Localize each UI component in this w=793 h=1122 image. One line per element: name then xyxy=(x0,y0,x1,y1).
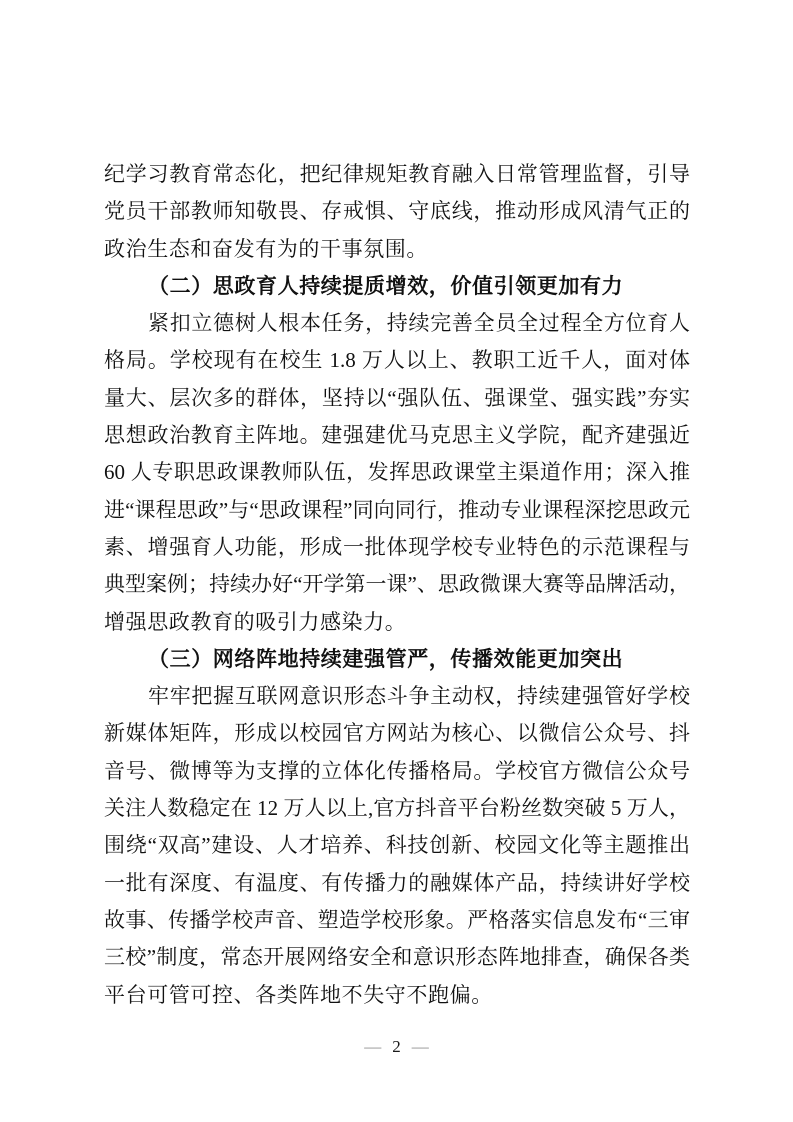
footer-dash-right: — xyxy=(411,1037,429,1056)
body-line: 紧扣立德树人根本任务，持续完善全员全过程全方位育人 xyxy=(148,311,690,336)
body-line: 进“课程思政”与“思政课程”同向同行，推动专业课程深挖思政元 xyxy=(104,497,690,522)
heading-line: （三）网络阵地持续建强管严，传播效能更加突出 xyxy=(148,646,624,671)
body-line: 党员干部教师知敬畏、存戒惧、守底线，推动形成风清气正的 xyxy=(104,199,690,224)
footer-dash-left: — xyxy=(364,1037,382,1056)
page-number: 2 xyxy=(392,1037,401,1056)
body-line: 关注人数稳定在 12 万人以上,官方抖音平台粉丝数突破 5 万人， xyxy=(104,796,690,821)
body-line: 平台可管可控、各类阵地不失守不跑偏。 xyxy=(104,982,493,1007)
body-line: 政治生态和奋发有为的干事氛围。 xyxy=(104,236,428,261)
body-line: 格局。学校现有在校生 1.8 万人以上、教职工近千人，面对体 xyxy=(104,348,690,373)
body-line: 音号、微博等为支撑的立体化传播格局。学校官方微信公众号 xyxy=(104,758,690,783)
body-line: 牢牢把握互联网意识形态斗争主动权，持续建强管好学校 xyxy=(148,684,690,709)
body-line: 围绕“双高”建设、人才培养、科技创新、校园文化等主题推出 xyxy=(104,833,690,858)
heading-line: （二）思政育人持续提质增效，价值引领更加有力 xyxy=(148,273,624,298)
body-line: 素、增强育人功能，形成一批体现学校专业特色的示范课程与 xyxy=(104,534,690,559)
body-line: 思想政治教育主阵地。建强建优马克思主义学院，配齐建强近 xyxy=(104,423,690,448)
body-line: 新媒体矩阵，形成以校园官方网站为核心、以微信公众号、抖 xyxy=(104,721,690,746)
page-number-footer xyxy=(0,1036,793,1058)
body-line: 60 人专职思政课教师队伍，发挥思政课堂主渠道作用；深入推 xyxy=(104,460,690,485)
body-line: 典型案例；持续办好“开学第一课”、思政微课大赛等品牌活动， xyxy=(104,572,690,597)
body-line: 量大、层次多的群体，坚持以“强队伍、强课堂、强实践”夯实 xyxy=(104,385,690,410)
body-line: 一批有深度、有温度、有传播力的融媒体产品，持续讲好学校 xyxy=(104,870,690,895)
body-line: 三校”制度，常态开展网络安全和意识形态阵地排查，确保各类 xyxy=(104,945,690,970)
body-line: 增强思政教育的吸引力感染力。 xyxy=(104,609,407,634)
document-text-block xyxy=(104,156,690,1014)
body-line: 故事、传播学校声音、塑造学校形象。严格落实信息发布“三审 xyxy=(104,907,690,932)
body-line: 纪学习教育常态化，把纪律规矩教育融入日常管理监督，引导 xyxy=(104,162,690,186)
